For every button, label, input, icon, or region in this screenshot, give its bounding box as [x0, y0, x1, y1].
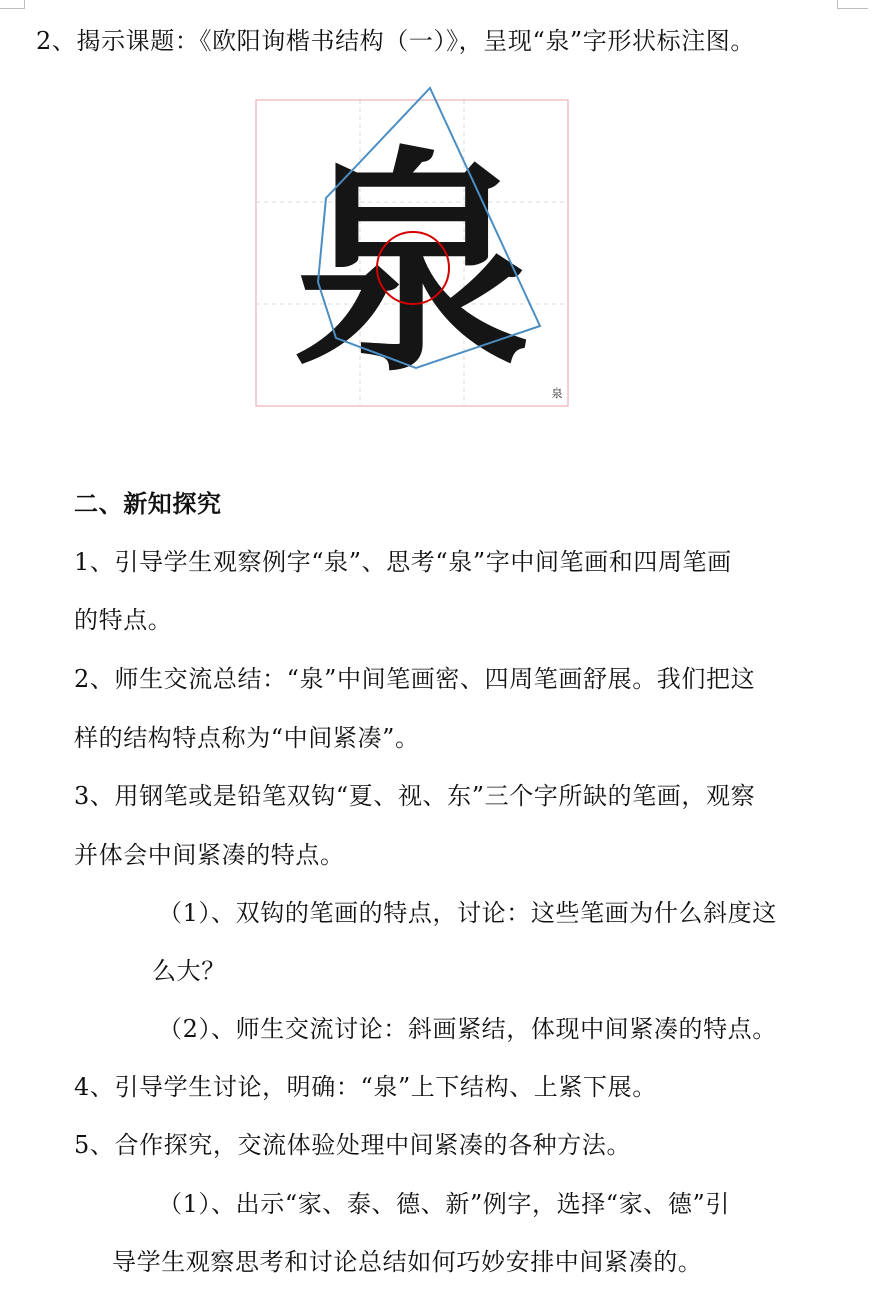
section-title: 二、新知探究	[74, 489, 222, 518]
paragraph-line: 样的结构特点称为“中间紧凑”。	[74, 724, 420, 752]
small-character-label: 泉	[551, 387, 563, 400]
character-figure-svg	[254, 86, 572, 410]
paragraph-line: 导学生观察思考和讨论总结如何巧妙安排中间紧凑的。	[112, 1248, 703, 1276]
paragraph-line: 么大？	[152, 957, 226, 985]
paragraph-line: （1）、出示“家、泰、德、新”例字，选择“家、德”引	[158, 1190, 730, 1218]
header-line: 2、揭示课题：《欧阳询楷书结构（一）》，呈现“泉”字形状标注图。	[36, 27, 756, 55]
paragraph-line: 3、用钢笔或是铅笔双钩“夏、视、东”三个字所缺的笔画，观察	[74, 782, 756, 810]
calligraphy-character: 泉	[293, 126, 531, 405]
paragraph-line: 并体会中间紧凑的特点。	[74, 841, 345, 869]
paragraph-line: （2）、师生交流讨论：斜画紧结，体现中间紧凑的特点。	[158, 1015, 777, 1043]
paragraph-line: 2、师生交流总结：“泉”中间笔画密、四周笔画舒展。我们把这	[74, 665, 756, 693]
paragraph-line: 4、引导学生讨论，明确：“泉”上下结构、上紧下展。	[74, 1073, 657, 1101]
paragraph-line: 5、合作探究，交流体验处理中间紧凑的各种方法。	[74, 1131, 632, 1159]
paragraph-line: 1、引导学生观察例字“泉”、思考“泉”字中间笔画和四周笔画	[74, 548, 732, 576]
page-corner-mark-right	[837, 0, 868, 9]
character-annotation-figure	[254, 86, 572, 410]
page-corner-mark-left	[0, 0, 25, 9]
paragraph-line: （1）、双钩的笔画的特点，讨论：这些笔画为什么斜度这	[158, 899, 777, 927]
paragraph-line: 的特点。	[74, 606, 173, 634]
